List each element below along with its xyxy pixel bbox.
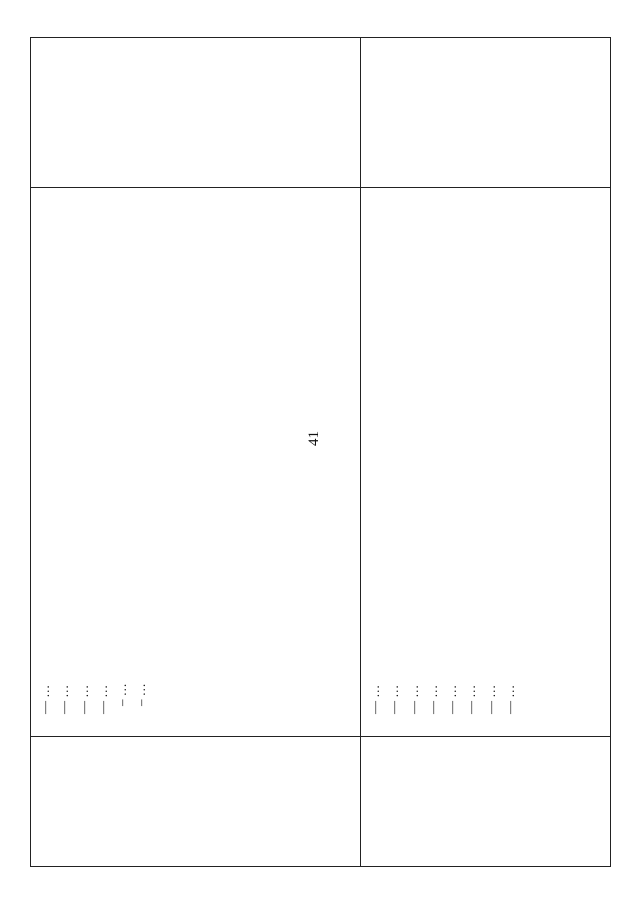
row2-bullet-list [367, 196, 518, 728]
rotated-table-container [30, 37, 610, 867]
list-item: — … [444, 196, 460, 714]
table-row [31, 38, 361, 867]
list-item: — … [76, 196, 92, 714]
row1-sub-list [114, 196, 150, 728]
sub-list-item: – … [133, 196, 149, 706]
list-item: — … [425, 196, 441, 714]
list-item: — … [37, 196, 53, 714]
page-number: 41 [306, 431, 322, 446]
list-item: — … [56, 196, 72, 714]
content-table [30, 37, 611, 867]
list-item: — … [463, 196, 479, 714]
list-item: — … [406, 196, 422, 714]
list-item: — … [483, 196, 499, 714]
list-item: — … [502, 196, 518, 714]
list-item: — … [386, 196, 402, 714]
row2-col3 [361, 38, 611, 188]
row2-col1 [361, 737, 611, 867]
sub-list-item: – … [114, 196, 130, 706]
table-row [361, 38, 611, 867]
row1-col1 [31, 737, 361, 867]
row1-col2 [31, 188, 361, 737]
list-item: — … [95, 196, 111, 714]
list-item: — … [367, 196, 383, 714]
row1-col3 [31, 38, 361, 188]
row1-bullet-list [37, 196, 111, 728]
row2-col2 [361, 188, 611, 737]
